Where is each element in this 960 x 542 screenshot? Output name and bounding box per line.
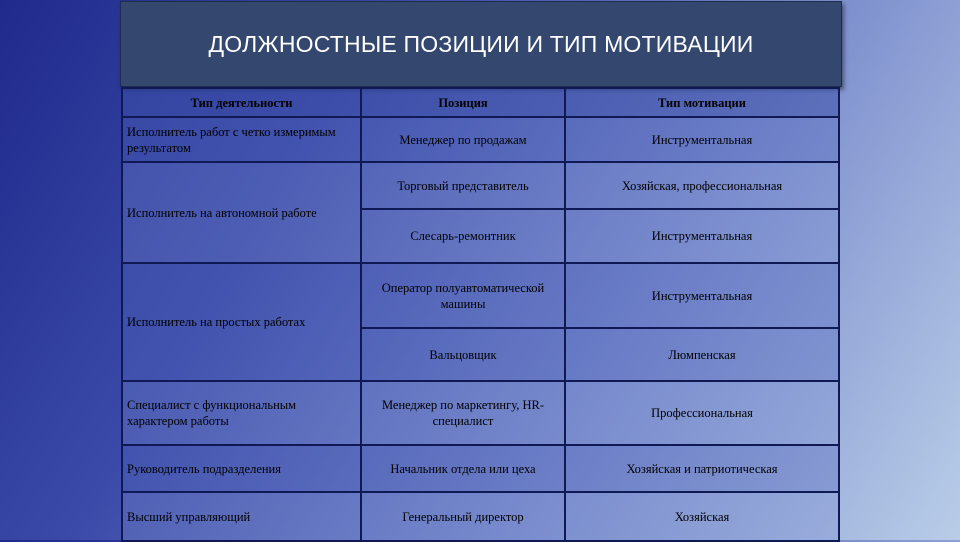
slide-title-box — [120, 1, 842, 87]
motivation-cell: Хозяйская, профессиональная — [565, 162, 839, 209]
position-cell: Слесарь-ремонтник — [361, 209, 565, 263]
activity-cell: Руководитель подразделения — [122, 445, 361, 492]
activity-cell: Исполнитель работ с четко измеримым результатом — [122, 117, 361, 162]
position-cell: Менеджер по продажам — [361, 117, 565, 162]
position-cell: Начальник отдела или цеха — [361, 445, 565, 492]
activity-cell: Исполнитель на простых работах — [122, 263, 361, 381]
activity-cell: Специалист с функциональным характером работы — [122, 381, 361, 445]
motivation-cell: Профессиональная — [565, 381, 839, 445]
motivation-cell: Инструментальная — [565, 117, 839, 162]
table-row — [122, 117, 839, 162]
table-header-row — [122, 88, 839, 117]
slide-title: ДОЛЖНОСТНЫЕ ПОЗИЦИИ И ТИП МОТИВАЦИИ — [208, 30, 754, 57]
position-cell: Вальцовщик — [361, 328, 565, 381]
table-row — [122, 381, 839, 445]
motivation-cell: Хозяйская — [565, 492, 839, 541]
activity-cell: Высший управляющий — [122, 492, 361, 541]
position-cell: Оператор полуавтоматической машины — [361, 263, 565, 328]
table-row — [122, 445, 839, 492]
motivation-cell: Хозяйская и патриотическая — [565, 445, 839, 492]
position-cell: Генеральный директор — [361, 492, 565, 541]
motivation-cell: Инструментальная — [565, 209, 839, 263]
table-row — [122, 263, 839, 328]
motivation-cell: Инструментальная — [565, 263, 839, 328]
position-cell: Торговый представитель — [361, 162, 565, 209]
header-activity-type: Тип деятельности — [122, 88, 361, 117]
header-position: Позиция — [361, 88, 565, 117]
position-motivation-table — [121, 87, 840, 542]
position-cell: Менеджер по маркетингу, HR-специалист — [361, 381, 565, 445]
activity-cell: Исполнитель на автономной работе — [122, 162, 361, 263]
motivation-cell: Люмпенская — [565, 328, 839, 381]
table-row — [122, 162, 839, 209]
table-row — [122, 492, 839, 541]
header-motivation-type: Тип мотивации — [565, 88, 839, 117]
